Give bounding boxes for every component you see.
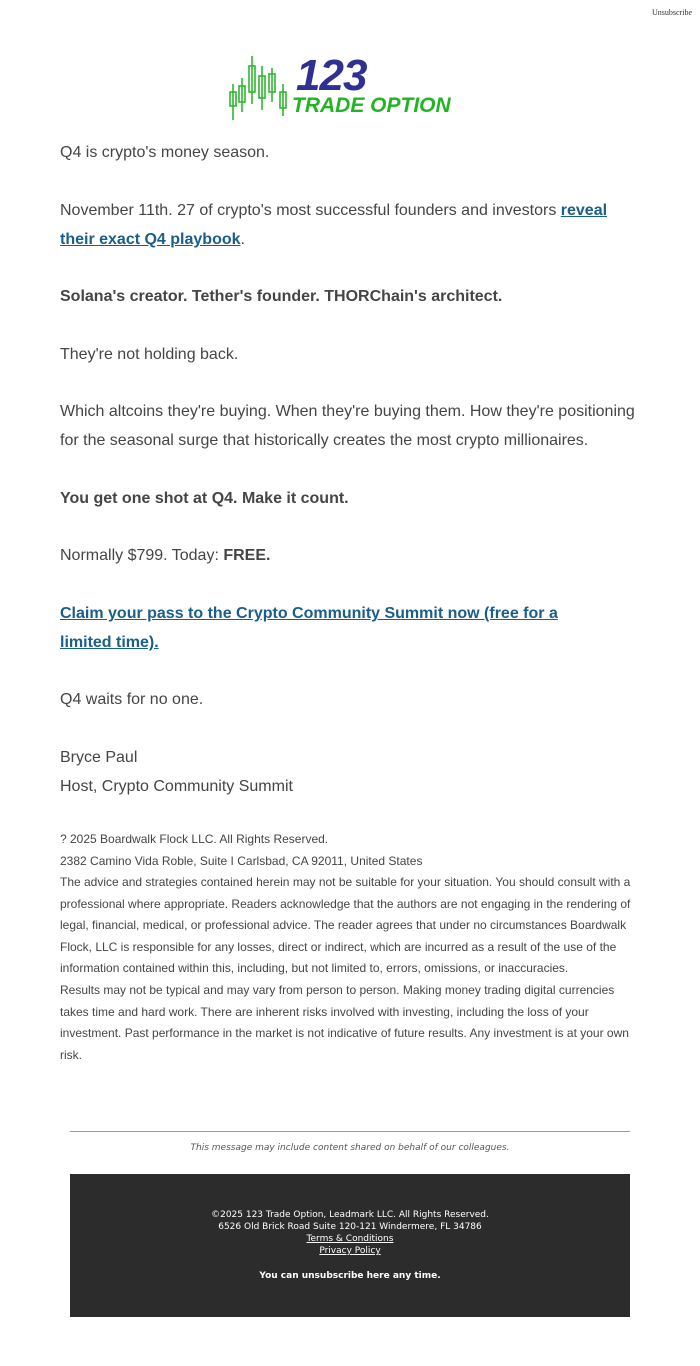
- terms-link[interactable]: Terms & Conditions: [306, 1234, 394, 1244]
- legal-disclaimer: The advice and strategies contained herein may not be suitable for your situation. You should consult with a professional where appropriate. Readers acknowledge that the authors are not engaging in the rendering of legal, financial, medical, or professional advice. The reader agrees that under no circumstances Boardwalk Flock, LLC is responsible for any losses, direct or indirect, which are incurred as a result of the use of the information contained within this, including, but not limited to, errors, omissions, or inaccuracies.: [60, 875, 631, 975]
- paragraph-not-holding-back: They're not holding back.: [60, 346, 239, 363]
- playbook-link[interactable]: reveal their exact Q4 playbook: [60, 202, 608, 248]
- footer-copyright: ©2025 123 Trade Option, Leadmark LLC. All Rights Reserved.: [211, 1210, 489, 1220]
- paragraph-speakers: Solana's creator. Tether's founder. THORChain's architect.: [60, 288, 503, 305]
- logo-wordmark: TRADE OPTION: [292, 94, 451, 117]
- colleagues-note: This message may include content shared on behalf of our colleagues.: [190, 1143, 510, 1153]
- candlestick-chart-icon: [226, 54, 296, 122]
- footer-address: 6526 Old Brick Road Suite 120-121 Windermere, FL 34786: [218, 1222, 482, 1232]
- price-free: FREE.: [223, 547, 271, 564]
- unsubscribe-link[interactable]: Unsubscribe: [652, 8, 692, 17]
- privacy-link[interactable]: Privacy Policy: [319, 1246, 381, 1256]
- signature-title: Host, Crypto Community Summit: [60, 778, 293, 795]
- paragraph-intro: Q4 is crypto's money season.: [60, 144, 270, 161]
- logo-number: 123: [296, 51, 367, 100]
- paragraph-cta: [60, 599, 580, 657]
- paragraph-one-shot: You get one shot at Q4. Make it count.: [60, 490, 349, 507]
- paragraph-price: [60, 541, 645, 570]
- paragraph-announcement: [60, 196, 645, 254]
- footer: [70, 1174, 630, 1317]
- paragraph-closing: Q4 waits for no one.: [60, 691, 204, 708]
- legal-address: 2382 Camino Vida Roble, Suite I Carlsbad, CA 92011, United States: [60, 854, 423, 868]
- legal-risk-disclaimer: Results may not be typical and may vary from person to person. Making money trading digital currencies takes time and hard work. There are inherent risks involved with investing, including the loss of your investment. Past performance in the market is not indicative of future results. Any investment is at your own risk.: [60, 983, 629, 1062]
- signature-name: Bryce Paul: [60, 749, 138, 766]
- legal-copyright: ? 2025 Boardwalk Flock LLC. All Rights Reserved.: [60, 832, 329, 846]
- brand-logo: [226, 51, 476, 122]
- announcement-text: November 11th. 27 of crypto's most successful founders and investors: [60, 202, 561, 219]
- footer-unsubscribe[interactable]: You can unsubscribe here any time.: [259, 1271, 441, 1281]
- price-text: Normally $799. Today:: [60, 547, 224, 564]
- announcement-end: .: [240, 231, 245, 248]
- divider: [70, 1131, 630, 1132]
- claim-pass-link[interactable]: Claim your pass to the Crypto Community Summit now (free for a limited time).: [60, 605, 558, 651]
- paragraph-altcoins: Which altcoins they're buying. When they're buying them. How they're positioning for the seasonal surge that historically creates the most crypto millionaires.: [60, 403, 635, 449]
